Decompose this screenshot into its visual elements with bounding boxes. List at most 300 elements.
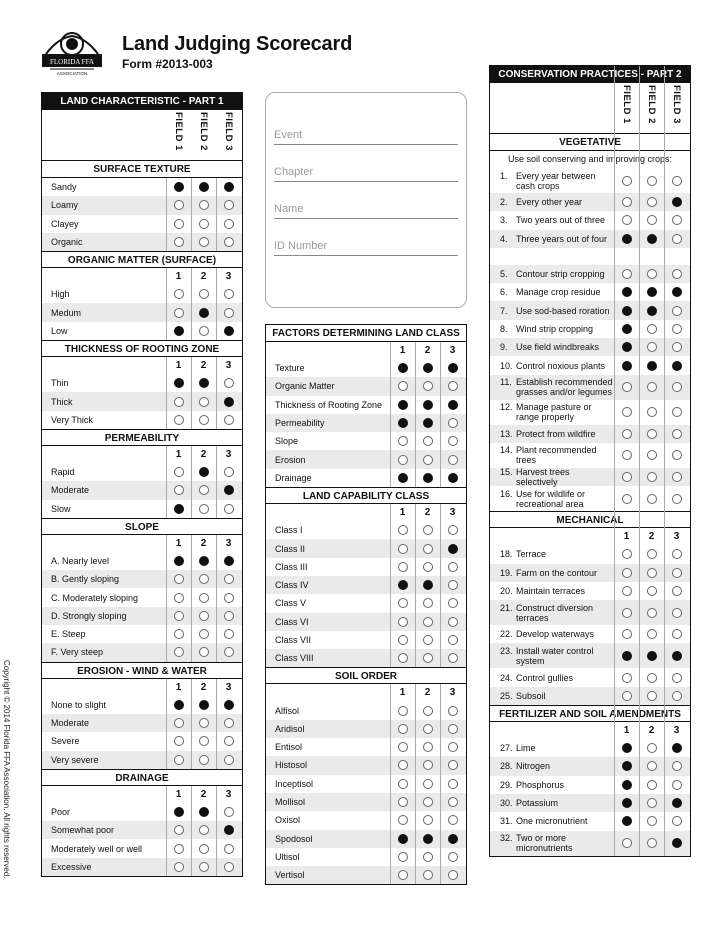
- empty-circle-icon[interactable]: [199, 574, 209, 584]
- empty-circle-icon[interactable]: [224, 611, 234, 621]
- filled-circle-icon[interactable]: [224, 397, 234, 407]
- empty-circle-icon[interactable]: [672, 568, 682, 578]
- empty-circle-icon[interactable]: [448, 742, 458, 752]
- row-number: 12.: [500, 402, 513, 413]
- empty-circle-icon[interactable]: [224, 736, 234, 746]
- empty-circle-icon[interactable]: [647, 342, 657, 352]
- chapter-field[interactable]: Chapter: [274, 166, 458, 182]
- filled-circle-icon[interactable]: [398, 400, 408, 410]
- empty-circle-icon[interactable]: [448, 760, 458, 770]
- filled-circle-icon[interactable]: [448, 473, 458, 483]
- empty-circle-icon[interactable]: [672, 234, 682, 244]
- empty-circle-icon[interactable]: [672, 342, 682, 352]
- empty-circle-icon[interactable]: [672, 586, 682, 596]
- field-2-cell: [415, 701, 440, 719]
- filled-circle-icon[interactable]: [199, 556, 209, 566]
- empty-circle-icon[interactable]: [647, 838, 657, 848]
- empty-circle-icon[interactable]: [448, 852, 458, 862]
- empty-circle-icon[interactable]: [622, 197, 632, 207]
- field-1-cell: [614, 739, 639, 757]
- empty-circle-icon[interactable]: [448, 870, 458, 880]
- empty-circle-icon[interactable]: [423, 870, 433, 880]
- empty-circle-icon[interactable]: [647, 780, 657, 790]
- empty-circle-icon[interactable]: [448, 381, 458, 391]
- empty-circle-icon[interactable]: [622, 629, 632, 639]
- empty-circle-icon[interactable]: [224, 807, 234, 817]
- empty-circle-icon[interactable]: [199, 611, 209, 621]
- empty-circle-icon[interactable]: [199, 219, 209, 229]
- field-3-cell: [216, 732, 241, 750]
- empty-circle-icon[interactable]: [647, 586, 657, 596]
- empty-circle-icon[interactable]: [672, 215, 682, 225]
- filled-circle-icon[interactable]: [199, 467, 209, 477]
- empty-circle-icon[interactable]: [647, 450, 657, 460]
- row-number: 10.: [500, 360, 513, 371]
- field-1-cell: [166, 821, 191, 839]
- field-3-cell: [664, 168, 689, 193]
- empty-circle-icon[interactable]: [622, 407, 632, 417]
- filled-circle-icon[interactable]: [448, 363, 458, 373]
- empty-circle-icon[interactable]: [174, 219, 184, 229]
- filled-circle-icon[interactable]: [224, 825, 234, 835]
- row-label: Slope: [275, 436, 299, 447]
- filled-circle-icon[interactable]: [199, 378, 209, 388]
- empty-circle-icon[interactable]: [647, 761, 657, 771]
- empty-circle-icon[interactable]: [423, 815, 433, 825]
- empty-circle-icon[interactable]: [622, 429, 632, 439]
- empty-circle-icon[interactable]: [448, 525, 458, 535]
- empty-circle-icon[interactable]: [174, 593, 184, 603]
- empty-circle-icon[interactable]: [423, 598, 433, 608]
- empty-circle-icon[interactable]: [448, 436, 458, 446]
- empty-circle-icon[interactable]: [224, 219, 234, 229]
- empty-circle-icon[interactable]: [622, 608, 632, 618]
- empty-circle-icon[interactable]: [174, 736, 184, 746]
- empty-circle-icon[interactable]: [622, 494, 632, 504]
- empty-circle-icon[interactable]: [448, 797, 458, 807]
- filled-circle-icon[interactable]: [423, 580, 433, 590]
- empty-circle-icon[interactable]: [448, 580, 458, 590]
- empty-circle-icon[interactable]: [672, 269, 682, 279]
- filled-circle-icon[interactable]: [398, 834, 408, 844]
- empty-circle-icon[interactable]: [174, 415, 184, 425]
- filled-circle-icon[interactable]: [224, 485, 234, 495]
- empty-circle-icon[interactable]: [199, 862, 209, 872]
- empty-circle-icon[interactable]: [647, 429, 657, 439]
- empty-circle-icon[interactable]: [647, 269, 657, 279]
- empty-circle-icon[interactable]: [647, 549, 657, 559]
- filled-circle-icon[interactable]: [622, 816, 632, 826]
- empty-circle-icon[interactable]: [672, 629, 682, 639]
- filled-circle-icon[interactable]: [672, 287, 682, 297]
- empty-circle-icon[interactable]: [423, 617, 433, 627]
- empty-circle-icon[interactable]: [398, 598, 408, 608]
- empty-circle-icon[interactable]: [423, 562, 433, 572]
- filled-circle-icon[interactable]: [647, 287, 657, 297]
- empty-circle-icon[interactable]: [647, 629, 657, 639]
- filled-circle-icon[interactable]: [423, 418, 433, 428]
- filled-circle-icon[interactable]: [622, 234, 632, 244]
- empty-circle-icon[interactable]: [448, 706, 458, 716]
- empty-circle-icon[interactable]: [622, 673, 632, 683]
- empty-circle-icon[interactable]: [622, 215, 632, 225]
- empty-circle-icon[interactable]: [423, 436, 433, 446]
- empty-circle-icon[interactable]: [672, 761, 682, 771]
- filled-circle-icon[interactable]: [647, 361, 657, 371]
- row-label: Somewhat poor: [51, 825, 115, 836]
- column-number-header: [42, 786, 242, 803]
- empty-circle-icon[interactable]: [672, 673, 682, 683]
- field-1-cell: [614, 443, 639, 468]
- empty-circle-icon[interactable]: [622, 549, 632, 559]
- filled-circle-icon[interactable]: [672, 361, 682, 371]
- field-1-cell: [614, 486, 639, 511]
- table-row: [490, 320, 690, 338]
- name-field[interactable]: Name: [274, 203, 458, 219]
- empty-circle-icon[interactable]: [398, 653, 408, 663]
- empty-circle-icon[interactable]: [448, 455, 458, 465]
- empty-circle-icon[interactable]: [398, 742, 408, 752]
- filled-circle-icon[interactable]: [672, 838, 682, 848]
- empty-circle-icon[interactable]: [224, 200, 234, 210]
- empty-circle-icon[interactable]: [672, 382, 682, 392]
- filled-circle-icon[interactable]: [174, 556, 184, 566]
- empty-circle-icon[interactable]: [423, 742, 433, 752]
- empty-circle-icon[interactable]: [199, 647, 209, 657]
- empty-circle-icon[interactable]: [647, 407, 657, 417]
- empty-circle-icon[interactable]: [423, 455, 433, 465]
- empty-circle-icon[interactable]: [423, 852, 433, 862]
- empty-circle-icon[interactable]: [622, 586, 632, 596]
- row-label: Histosol: [275, 760, 308, 771]
- row-label: Class VIII: [275, 653, 314, 664]
- empty-circle-icon[interactable]: [398, 381, 408, 391]
- empty-circle-icon[interactable]: [672, 494, 682, 504]
- column-number-2: 2: [648, 531, 655, 543]
- table-row: [490, 211, 690, 229]
- row-label: Class III: [275, 561, 308, 572]
- filled-circle-icon[interactable]: [398, 363, 408, 373]
- empty-circle-icon[interactable]: [647, 673, 657, 683]
- filled-circle-icon[interactable]: [448, 544, 458, 554]
- empty-circle-icon[interactable]: [647, 568, 657, 578]
- empty-circle-icon[interactable]: [174, 308, 184, 318]
- empty-circle-icon[interactable]: [647, 691, 657, 701]
- empty-circle-icon[interactable]: [398, 562, 408, 572]
- filled-circle-icon[interactable]: [448, 400, 458, 410]
- empty-circle-icon[interactable]: [672, 691, 682, 701]
- column-number-1: 1: [175, 271, 182, 283]
- empty-circle-icon[interactable]: [423, 760, 433, 770]
- filled-circle-icon[interactable]: [174, 807, 184, 817]
- filled-circle-icon[interactable]: [647, 651, 657, 661]
- filled-circle-icon[interactable]: [174, 182, 184, 192]
- empty-circle-icon[interactable]: [224, 467, 234, 477]
- empty-circle-icon[interactable]: [398, 852, 408, 862]
- empty-circle-icon[interactable]: [398, 815, 408, 825]
- empty-circle-icon[interactable]: [423, 779, 433, 789]
- table-row: [266, 756, 466, 774]
- empty-circle-icon[interactable]: [398, 724, 408, 734]
- filled-circle-icon[interactable]: [423, 473, 433, 483]
- empty-circle-icon[interactable]: [224, 504, 234, 514]
- empty-circle-icon[interactable]: [224, 647, 234, 657]
- empty-circle-icon[interactable]: [224, 415, 234, 425]
- empty-circle-icon[interactable]: [647, 494, 657, 504]
- empty-circle-icon[interactable]: [174, 237, 184, 247]
- field-2-cell: [639, 168, 664, 193]
- empty-circle-icon[interactable]: [448, 724, 458, 734]
- empty-circle-icon[interactable]: [672, 780, 682, 790]
- empty-circle-icon[interactable]: [224, 378, 234, 388]
- empty-circle-icon[interactable]: [448, 598, 458, 608]
- column-number-1: 1: [175, 788, 182, 800]
- filled-circle-icon[interactable]: [423, 363, 433, 373]
- empty-circle-icon[interactable]: [224, 593, 234, 603]
- empty-circle-icon[interactable]: [622, 568, 632, 578]
- empty-circle-icon[interactable]: [672, 429, 682, 439]
- filled-circle-icon[interactable]: [622, 761, 632, 771]
- empty-circle-icon[interactable]: [224, 844, 234, 854]
- filled-circle-icon[interactable]: [622, 651, 632, 661]
- filled-circle-icon[interactable]: [672, 651, 682, 661]
- field-2-cell: [415, 848, 440, 866]
- row-label: Permeability: [275, 418, 325, 429]
- filled-circle-icon[interactable]: [199, 807, 209, 817]
- field-3-cell: [440, 521, 465, 539]
- column-number-header: [42, 679, 242, 696]
- empty-circle-icon[interactable]: [199, 485, 209, 495]
- filled-circle-icon[interactable]: [647, 234, 657, 244]
- empty-circle-icon[interactable]: [174, 862, 184, 872]
- filled-circle-icon[interactable]: [224, 700, 234, 710]
- empty-circle-icon[interactable]: [398, 525, 408, 535]
- empty-circle-icon[interactable]: [647, 472, 657, 482]
- empty-circle-icon[interactable]: [199, 844, 209, 854]
- filled-circle-icon[interactable]: [423, 834, 433, 844]
- filled-circle-icon[interactable]: [622, 361, 632, 371]
- field-3-cell: [664, 600, 689, 625]
- empty-circle-icon[interactable]: [199, 504, 209, 514]
- field-1-cell: [614, 468, 639, 486]
- filled-circle-icon[interactable]: [448, 834, 458, 844]
- empty-circle-icon[interactable]: [672, 472, 682, 482]
- empty-circle-icon[interactable]: [398, 797, 408, 807]
- field-1-cell: [166, 588, 191, 606]
- empty-circle-icon[interactable]: [622, 450, 632, 460]
- filled-circle-icon[interactable]: [174, 700, 184, 710]
- empty-circle-icon[interactable]: [622, 472, 632, 482]
- empty-circle-icon[interactable]: [672, 306, 682, 316]
- empty-circle-icon[interactable]: [199, 415, 209, 425]
- empty-circle-icon[interactable]: [224, 574, 234, 584]
- empty-circle-icon[interactable]: [622, 382, 632, 392]
- row-label: Medum: [51, 307, 82, 318]
- empty-circle-icon[interactable]: [647, 743, 657, 753]
- empty-circle-icon[interactable]: [199, 593, 209, 603]
- empty-circle-icon[interactable]: [398, 760, 408, 770]
- empty-circle-icon[interactable]: [423, 706, 433, 716]
- row-number: 13.: [500, 428, 513, 439]
- filled-circle-icon[interactable]: [423, 400, 433, 410]
- empty-circle-icon[interactable]: [423, 653, 433, 663]
- empty-circle-icon[interactable]: [199, 237, 209, 247]
- empty-circle-icon[interactable]: [398, 870, 408, 880]
- empty-circle-icon[interactable]: [672, 549, 682, 559]
- empty-circle-icon[interactable]: [224, 755, 234, 765]
- empty-circle-icon[interactable]: [647, 324, 657, 334]
- empty-circle-icon[interactable]: [398, 706, 408, 716]
- empty-circle-icon[interactable]: [423, 797, 433, 807]
- empty-circle-icon[interactable]: [647, 382, 657, 392]
- filled-circle-icon[interactable]: [672, 743, 682, 753]
- empty-circle-icon[interactable]: [174, 647, 184, 657]
- filled-circle-icon[interactable]: [672, 798, 682, 808]
- filled-circle-icon[interactable]: [622, 306, 632, 316]
- empty-circle-icon[interactable]: [672, 407, 682, 417]
- field-3-cell: [216, 374, 241, 392]
- row-number: 30.: [500, 798, 513, 809]
- empty-circle-icon[interactable]: [647, 197, 657, 207]
- field-2-cell: [191, 732, 216, 750]
- filled-circle-icon[interactable]: [398, 418, 408, 428]
- empty-circle-icon[interactable]: [448, 418, 458, 428]
- row-label: E. Steep: [51, 629, 86, 640]
- empty-circle-icon[interactable]: [224, 308, 234, 318]
- empty-circle-icon[interactable]: [647, 816, 657, 826]
- row-label: Inceptisol: [275, 778, 314, 789]
- empty-circle-icon[interactable]: [448, 617, 458, 627]
- table-row: [490, 812, 690, 830]
- event-field[interactable]: Event: [274, 129, 458, 145]
- field-1-cell: [614, 375, 639, 400]
- empty-circle-icon[interactable]: [647, 608, 657, 618]
- empty-circle-icon[interactable]: [174, 574, 184, 584]
- empty-circle-icon[interactable]: [622, 838, 632, 848]
- empty-circle-icon[interactable]: [199, 825, 209, 835]
- filled-circle-icon[interactable]: [622, 287, 632, 297]
- id-number-field[interactable]: ID Number: [274, 240, 458, 256]
- empty-circle-icon[interactable]: [224, 862, 234, 872]
- empty-circle-icon[interactable]: [448, 653, 458, 663]
- empty-circle-icon[interactable]: [622, 691, 632, 701]
- filled-circle-icon[interactable]: [224, 556, 234, 566]
- empty-circle-icon[interactable]: [174, 825, 184, 835]
- empty-circle-icon[interactable]: [224, 629, 234, 639]
- filled-circle-icon[interactable]: [622, 798, 632, 808]
- filled-circle-icon[interactable]: [224, 326, 234, 336]
- column-number-header: [490, 528, 690, 545]
- field-2-cell: [191, 215, 216, 233]
- empty-circle-icon[interactable]: [224, 237, 234, 247]
- empty-circle-icon[interactable]: [174, 844, 184, 854]
- empty-circle-icon[interactable]: [647, 215, 657, 225]
- empty-circle-icon[interactable]: [199, 718, 209, 728]
- field-3-cell: [440, 756, 465, 774]
- empty-circle-icon[interactable]: [672, 324, 682, 334]
- empty-circle-icon[interactable]: [174, 289, 184, 299]
- empty-circle-icon[interactable]: [199, 736, 209, 746]
- filled-circle-icon[interactable]: [622, 780, 632, 790]
- empty-circle-icon[interactable]: [398, 617, 408, 627]
- empty-circle-icon[interactable]: [174, 397, 184, 407]
- filled-circle-icon[interactable]: [622, 743, 632, 753]
- empty-circle-icon[interactable]: [672, 176, 682, 186]
- filled-circle-icon[interactable]: [174, 378, 184, 388]
- filled-circle-icon[interactable]: [199, 182, 209, 192]
- empty-circle-icon[interactable]: [174, 611, 184, 621]
- empty-circle-icon[interactable]: [199, 326, 209, 336]
- field-2-cell: [415, 830, 440, 848]
- table-row: [42, 463, 242, 481]
- empty-circle-icon[interactable]: [199, 755, 209, 765]
- field-2-cell: [639, 600, 664, 625]
- empty-circle-icon[interactable]: [622, 176, 632, 186]
- empty-circle-icon[interactable]: [448, 779, 458, 789]
- empty-circle-icon[interactable]: [199, 200, 209, 210]
- filled-circle-icon[interactable]: [647, 306, 657, 316]
- column-number-header: [42, 268, 242, 285]
- filled-circle-icon[interactable]: [199, 700, 209, 710]
- empty-circle-icon[interactable]: [672, 450, 682, 460]
- empty-circle-icon[interactable]: [622, 269, 632, 279]
- empty-circle-icon[interactable]: [174, 629, 184, 639]
- empty-circle-icon[interactable]: [423, 525, 433, 535]
- empty-circle-icon[interactable]: [647, 798, 657, 808]
- empty-circle-icon[interactable]: [398, 635, 408, 645]
- empty-circle-icon[interactable]: [174, 755, 184, 765]
- empty-circle-icon[interactable]: [174, 485, 184, 495]
- table-row: [42, 839, 242, 857]
- filled-circle-icon[interactable]: [224, 182, 234, 192]
- empty-circle-icon[interactable]: [672, 608, 682, 618]
- empty-circle-icon[interactable]: [672, 816, 682, 826]
- empty-circle-icon[interactable]: [199, 289, 209, 299]
- empty-circle-icon[interactable]: [647, 176, 657, 186]
- empty-circle-icon[interactable]: [398, 436, 408, 446]
- field-3-cell: [440, 396, 465, 414]
- empty-circle-icon[interactable]: [448, 635, 458, 645]
- filled-circle-icon[interactable]: [622, 324, 632, 334]
- filled-circle-icon[interactable]: [398, 473, 408, 483]
- empty-circle-icon[interactable]: [224, 718, 234, 728]
- filled-circle-icon[interactable]: [174, 326, 184, 336]
- empty-circle-icon[interactable]: [174, 200, 184, 210]
- empty-circle-icon[interactable]: [224, 289, 234, 299]
- filled-circle-icon[interactable]: [199, 308, 209, 318]
- empty-circle-icon[interactable]: [199, 629, 209, 639]
- empty-circle-icon[interactable]: [398, 779, 408, 789]
- empty-circle-icon[interactable]: [423, 544, 433, 554]
- empty-circle-icon[interactable]: [423, 724, 433, 734]
- empty-circle-icon[interactable]: [398, 544, 408, 554]
- empty-circle-icon[interactable]: [398, 455, 408, 465]
- filled-circle-icon[interactable]: [174, 504, 184, 514]
- empty-circle-icon[interactable]: [174, 467, 184, 477]
- empty-circle-icon[interactable]: [423, 381, 433, 391]
- empty-circle-icon[interactable]: [448, 562, 458, 572]
- filled-circle-icon[interactable]: [398, 580, 408, 590]
- empty-circle-icon[interactable]: [199, 397, 209, 407]
- field-3-cell: [216, 607, 241, 625]
- row-text: Every year between cash crops: [516, 170, 596, 191]
- filled-circle-icon[interactable]: [622, 342, 632, 352]
- filled-circle-icon[interactable]: [672, 197, 682, 207]
- empty-circle-icon[interactable]: [423, 635, 433, 645]
- field-2-label: FIELD 2: [646, 85, 657, 124]
- empty-circle-icon[interactable]: [448, 815, 458, 825]
- empty-circle-icon[interactable]: [174, 718, 184, 728]
